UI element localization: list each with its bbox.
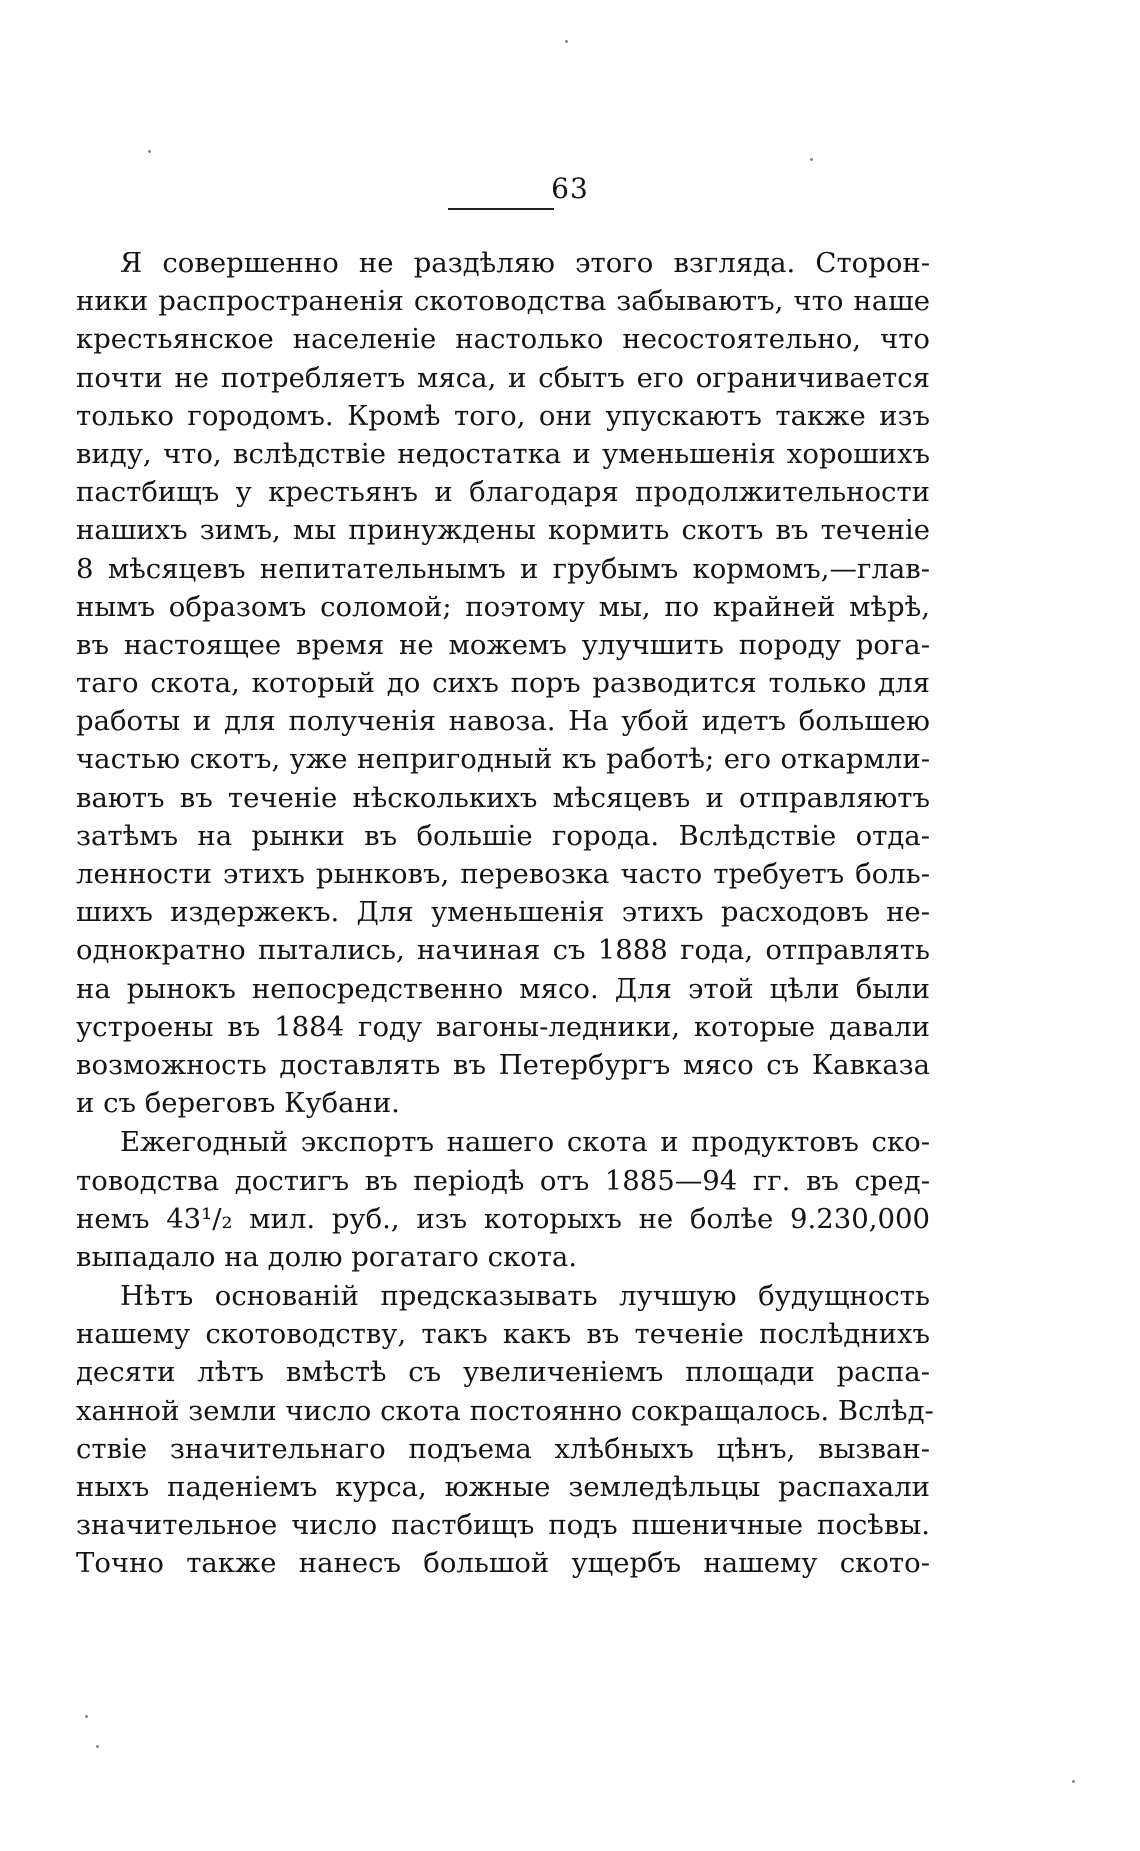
text-line: и съ береговъ Кубани. [76,1087,400,1120]
text-line: Точно также нанесъ большой ущербъ нашему ското- [76,1547,930,1580]
text-line: почти не потребляетъ мяса, и сбытъ его ограничивается [76,361,930,394]
paragraph-1 [76,244,930,1122]
text-line: работы и для полученія навоза. На убой идетъ большею [76,705,930,738]
text-line: товодства достигъ въ періодѣ отъ 1885—94 гг. въ сред- [76,1164,930,1197]
text-line: выпадало на долю рогатаго скота. [76,1240,578,1273]
text-line: только городомъ. Кромѣ того, они упускаютъ также изъ [76,399,930,432]
text-line: Я совершенно не раздѣляю этого взгляда. Сторон- [120,247,930,279]
text-line: на рынокъ непосредственно мясо. Для этой цѣли были [76,972,930,1005]
text-line: ники распространенія скотоводства забываютъ, что наше [76,285,930,318]
header-rule [448,208,554,210]
text-line: нашихъ зимъ, мы принуждены кормить скотъ въ теченіе [76,514,930,547]
text-line: устроены въ 1884 году вагоны-ледники, которые давали [76,1010,930,1043]
text-line: шихъ издержекъ. Для уменьшенія этихъ расходовъ не- [76,896,930,929]
text-line: виду, что, вслѣдствіе недостатка и уменьшенія хорошихъ [76,437,930,470]
text-line: 8 мѣсяцевъ непитательнымъ и грубымъ кормомъ,—глав- [76,552,930,585]
scan-speck [85,1715,88,1718]
paragraph-3 [76,1277,934,1583]
text-line: въ настоящее время не можемъ улучшить породу рога- [76,628,930,661]
text-line: ваютъ въ теченіе нѣсколькихъ мѣсяцевъ и отправляютъ [76,781,930,814]
text-line: Ежегодный экспортъ нашего скота и продуктовъ ско- [120,1126,930,1159]
paragraph-2 [76,1123,930,1276]
text-line: нымъ образомъ соломой; поэтому мы, по крайней мѣрѣ, [76,590,930,623]
scan-speck [96,1745,99,1748]
scan-speck [565,40,568,43]
text-line: нашему скотоводству, такъ какъ въ теченіе послѣднихъ [76,1318,930,1351]
text-line: немъ 43¹/₂ мил. руб., изъ которыхъ не болѣе 9.230,000 [76,1202,930,1235]
scan-speck [1072,1780,1075,1783]
text-line: ханной земли число скота постоянно сокращалось. Вслѣд- [76,1394,934,1427]
text-line: частью скотъ, уже непригодный къ работѣ; его откармли- [76,743,930,776]
text-line: пастбищъ у крестьянъ и благодаря продолжительности [76,476,930,509]
text-line: ныхъ паденіемъ курса, южные земледѣльцы распахали [76,1471,930,1503]
text-line: крестьянское населеніе настолько несостоятельно, что [76,323,930,356]
scan-speck [148,150,151,153]
scan-speck [810,158,813,161]
text-line: возможность доставлять въ Петербургъ мясо съ Кавказа [76,1048,930,1081]
page-number: 63 [551,172,589,205]
text-line: однократно пытались, начиная съ 1888 года, отправлять [76,934,930,967]
text-line: значительное число пастбищъ подъ пшеничные посѣвы. [76,1509,930,1542]
text-line: десяти лѣтъ вмѣстѣ съ увеличеніемъ площади распа- [76,1356,930,1389]
text-line: ленности этихъ рынковъ, перевозка часто требуетъ боль- [76,858,930,890]
text-line: Нѣтъ основаній предсказывать лучшую будущность [120,1280,930,1313]
text-line: ствіе значительнаго подъема хлѣбныхъ цѣнъ, вызван- [76,1432,930,1465]
text-line: таго скота, который до сихъ поръ разводится только для [76,667,930,700]
text-line: затѣмъ на рынки въ большіе города. Вслѣдствіе отда- [76,819,930,852]
body-text [76,244,934,1584]
